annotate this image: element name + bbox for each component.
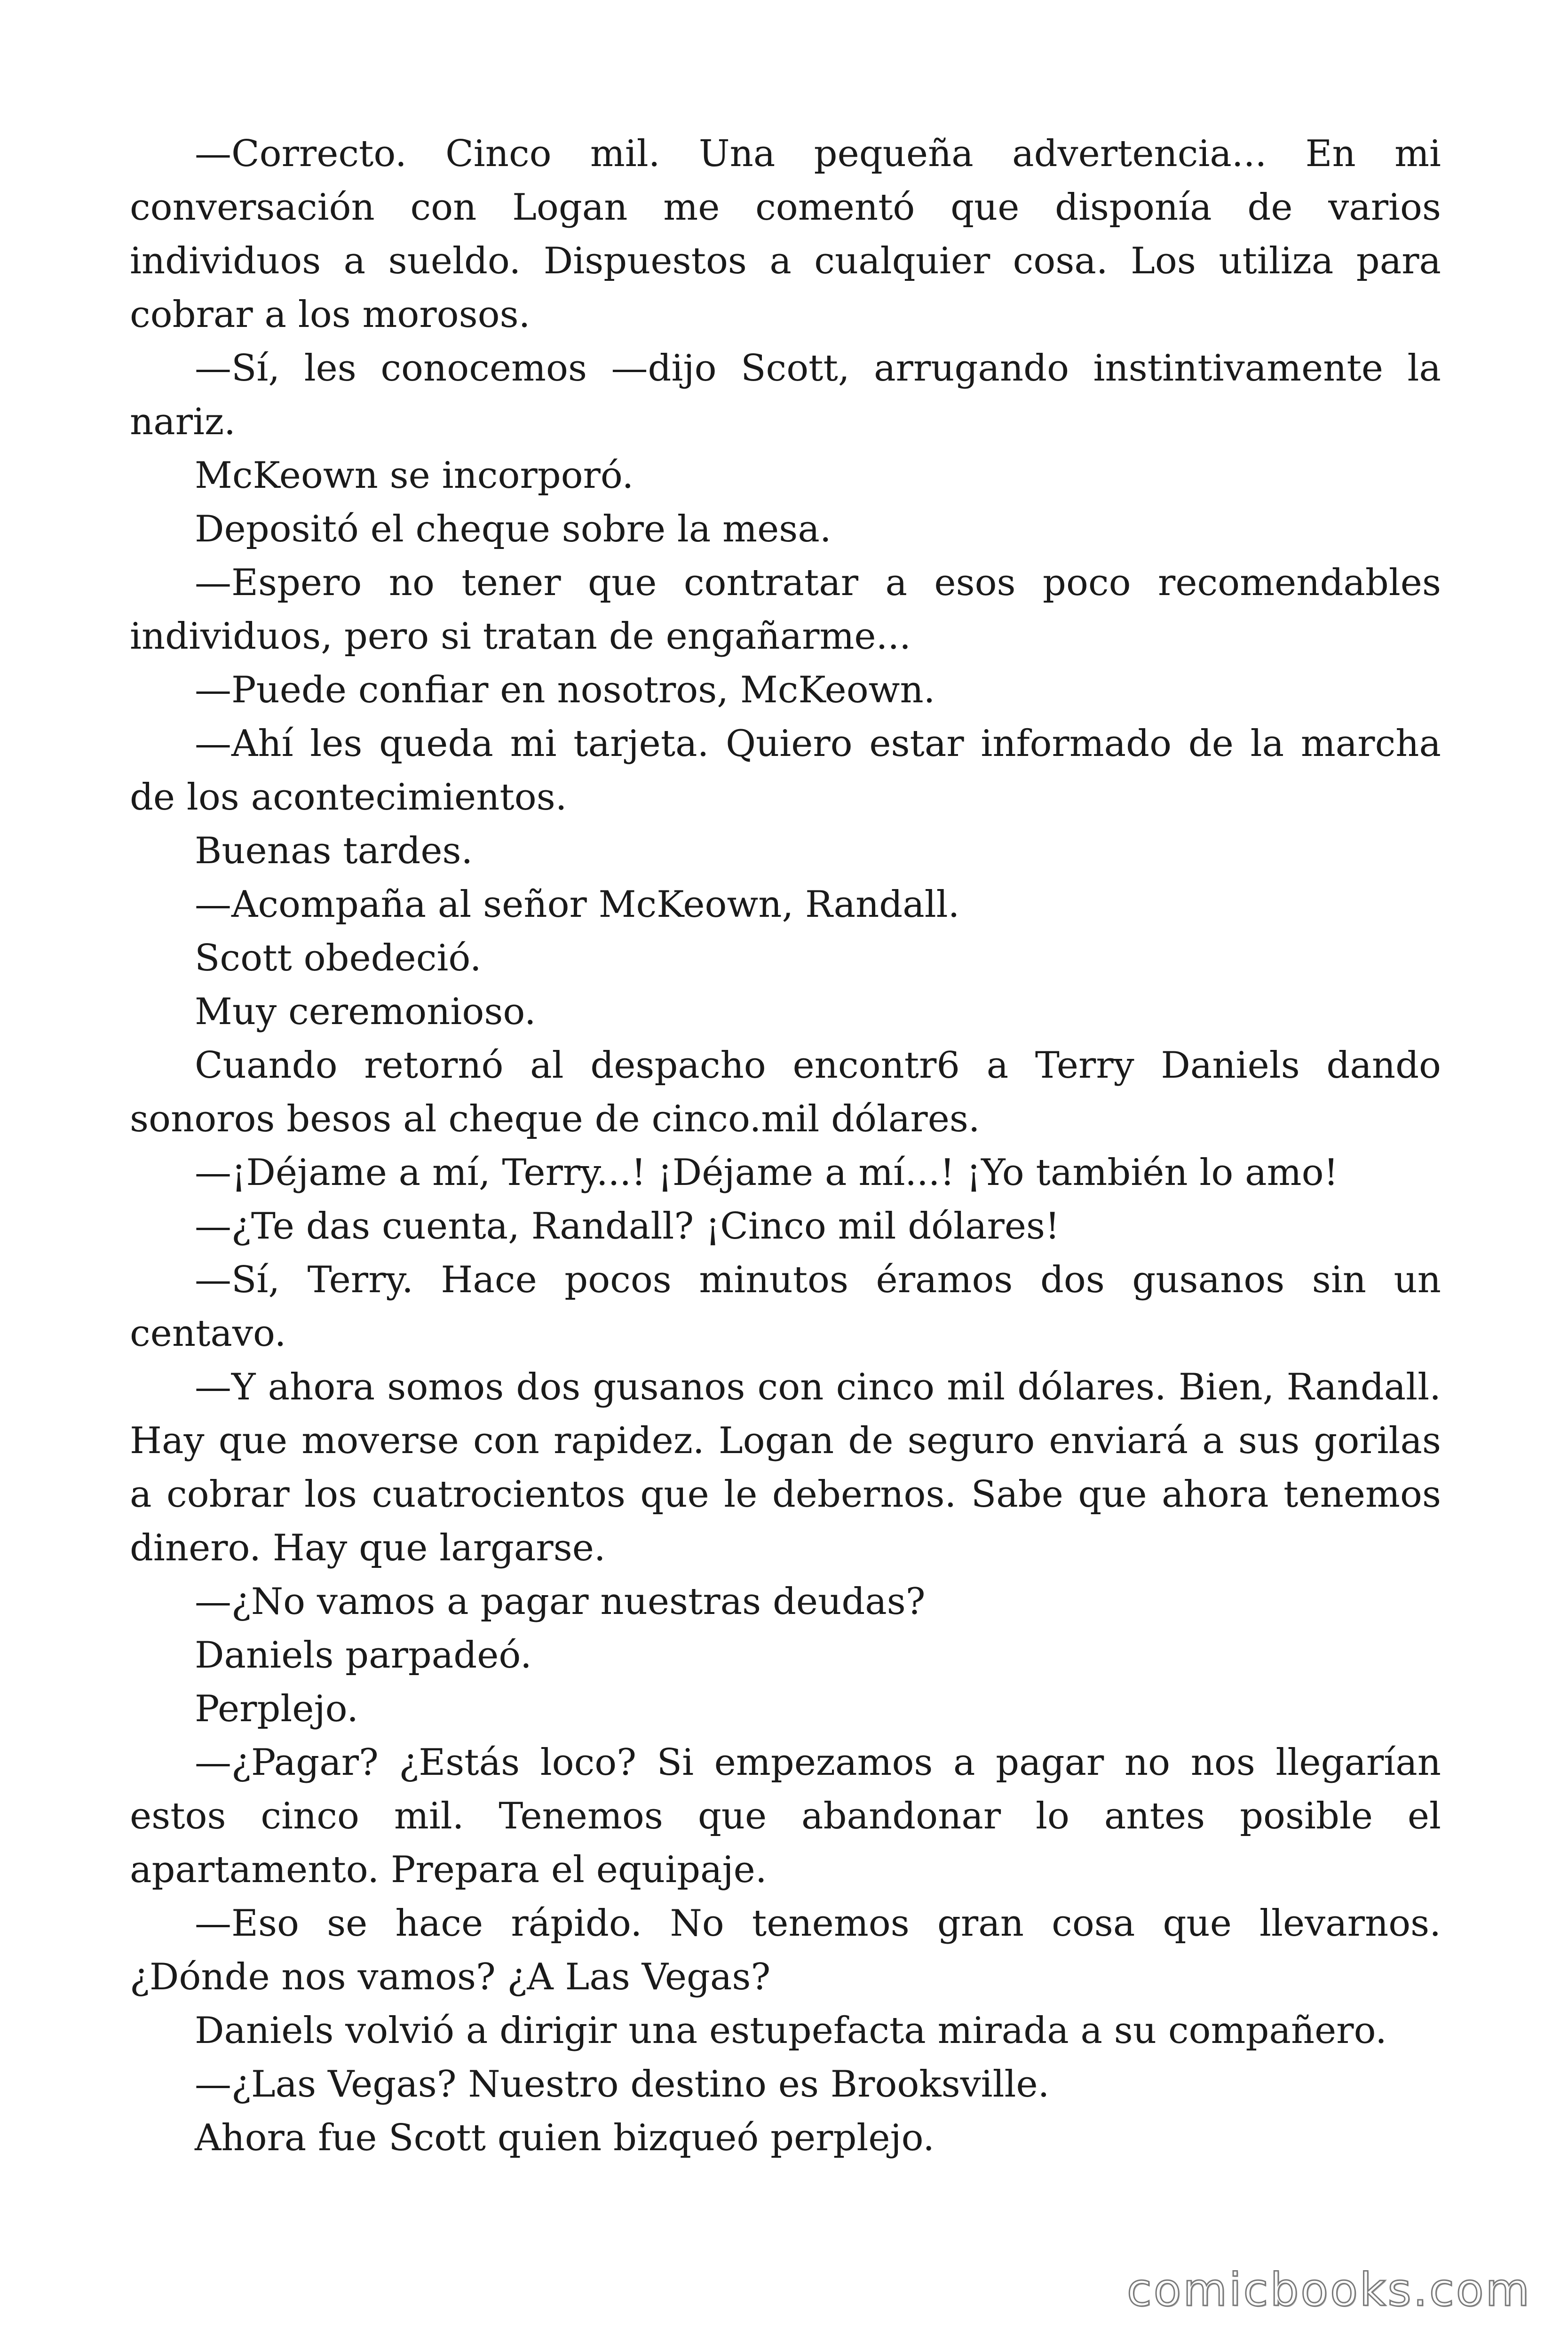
paragraph: —Acompaña al señor McKeown, Randall.	[195, 883, 960, 926]
paragraph: Daniels parpadeó.	[195, 1634, 532, 1677]
paragraph: Daniels volvió a dirigir una estupefacta mirada a su compañero.	[195, 2010, 1387, 2052]
paragraph: Depositó el cheque sobre la mesa.	[195, 508, 832, 550]
paragraph: —¿Pagar? ¿Estás loco? Si empezamos a pagar no nos llegarían estos cinco mil. Tenemos que abandonar lo antes posible el apartamento. Prepara el equipaje.	[130, 1741, 1441, 1891]
paragraph: Cuando retornó al despacho encontr6 a Terry Daniels dando sonoros besos al cheque de cinco.mil dólares.	[130, 1044, 1441, 1140]
paragraph: —¡Déjame a mí, Terry...! ¡Déjame a mí...! ¡Yo también lo amo!	[195, 1152, 1338, 1194]
paragraph: —Eso se hace rápido. No tenemos gran cosa que llevarnos. ¿Dónde nos vamos? ¿A Las Vegas?	[130, 1902, 1441, 1998]
paragraph: Ahora fue Scott quien bizqueó perplejo.	[195, 2117, 935, 2159]
paragraph: —Espero no tener que contratar a esos poco recomendables individuos, pero si tratan de engañarme...	[130, 562, 1441, 658]
paragraph: Scott obedeció.	[195, 937, 482, 979]
paragraph: —Ahí les queda mi tarjeta. Quiero estar informado de la marcha de los acontecimientos.	[130, 723, 1441, 818]
paragraph: Buenas tardes.	[195, 830, 473, 872]
paragraph: —¿No vamos a pagar nuestras deudas?	[195, 1581, 926, 1623]
paragraph: —Y ahora somos dos gusanos con cinco mil dólares. Bien, Randall. Hay que moverse con rapidez. Logan de seguro enviará a sus gorilas a cobrar los cuatrocientos que le debernos. Sabe que ahora tenemos dinero. Hay que largarse.	[130, 1366, 1441, 1569]
paragraph: —Puede confiar en nosotros, McKeown.	[195, 669, 935, 711]
paragraph: —Sí, Terry. Hace pocos minutos éramos dos gusanos sin un centavo.	[130, 1259, 1441, 1355]
paragraph: —¿Las Vegas? Nuestro destino es Brooksville.	[195, 2063, 1050, 2106]
paragraph: —Sí, les conocemos —dijo Scott, arrugando instintivamente la nariz.	[130, 347, 1441, 443]
paragraph: Perplejo.	[195, 1688, 359, 1730]
paragraph: —Correcto. Cinco mil. Una pequeña advertencia... En mi conversación con Logan me comentó que disponía de varios individuos a sueldo. Dispuestos a cualquier cosa. Los utiliza para cobrar a los morosos.	[130, 133, 1441, 336]
paragraph: Muy ceremonioso.	[195, 991, 536, 1033]
page-body	[130, 127, 1441, 2165]
paragraph: —¿Te das cuenta, Randall? ¡Cinco mil dólares!	[195, 1205, 1060, 1248]
watermark: comicbooks.com	[1126, 2264, 1531, 2316]
paragraph: McKeown se incorporó.	[195, 454, 634, 497]
